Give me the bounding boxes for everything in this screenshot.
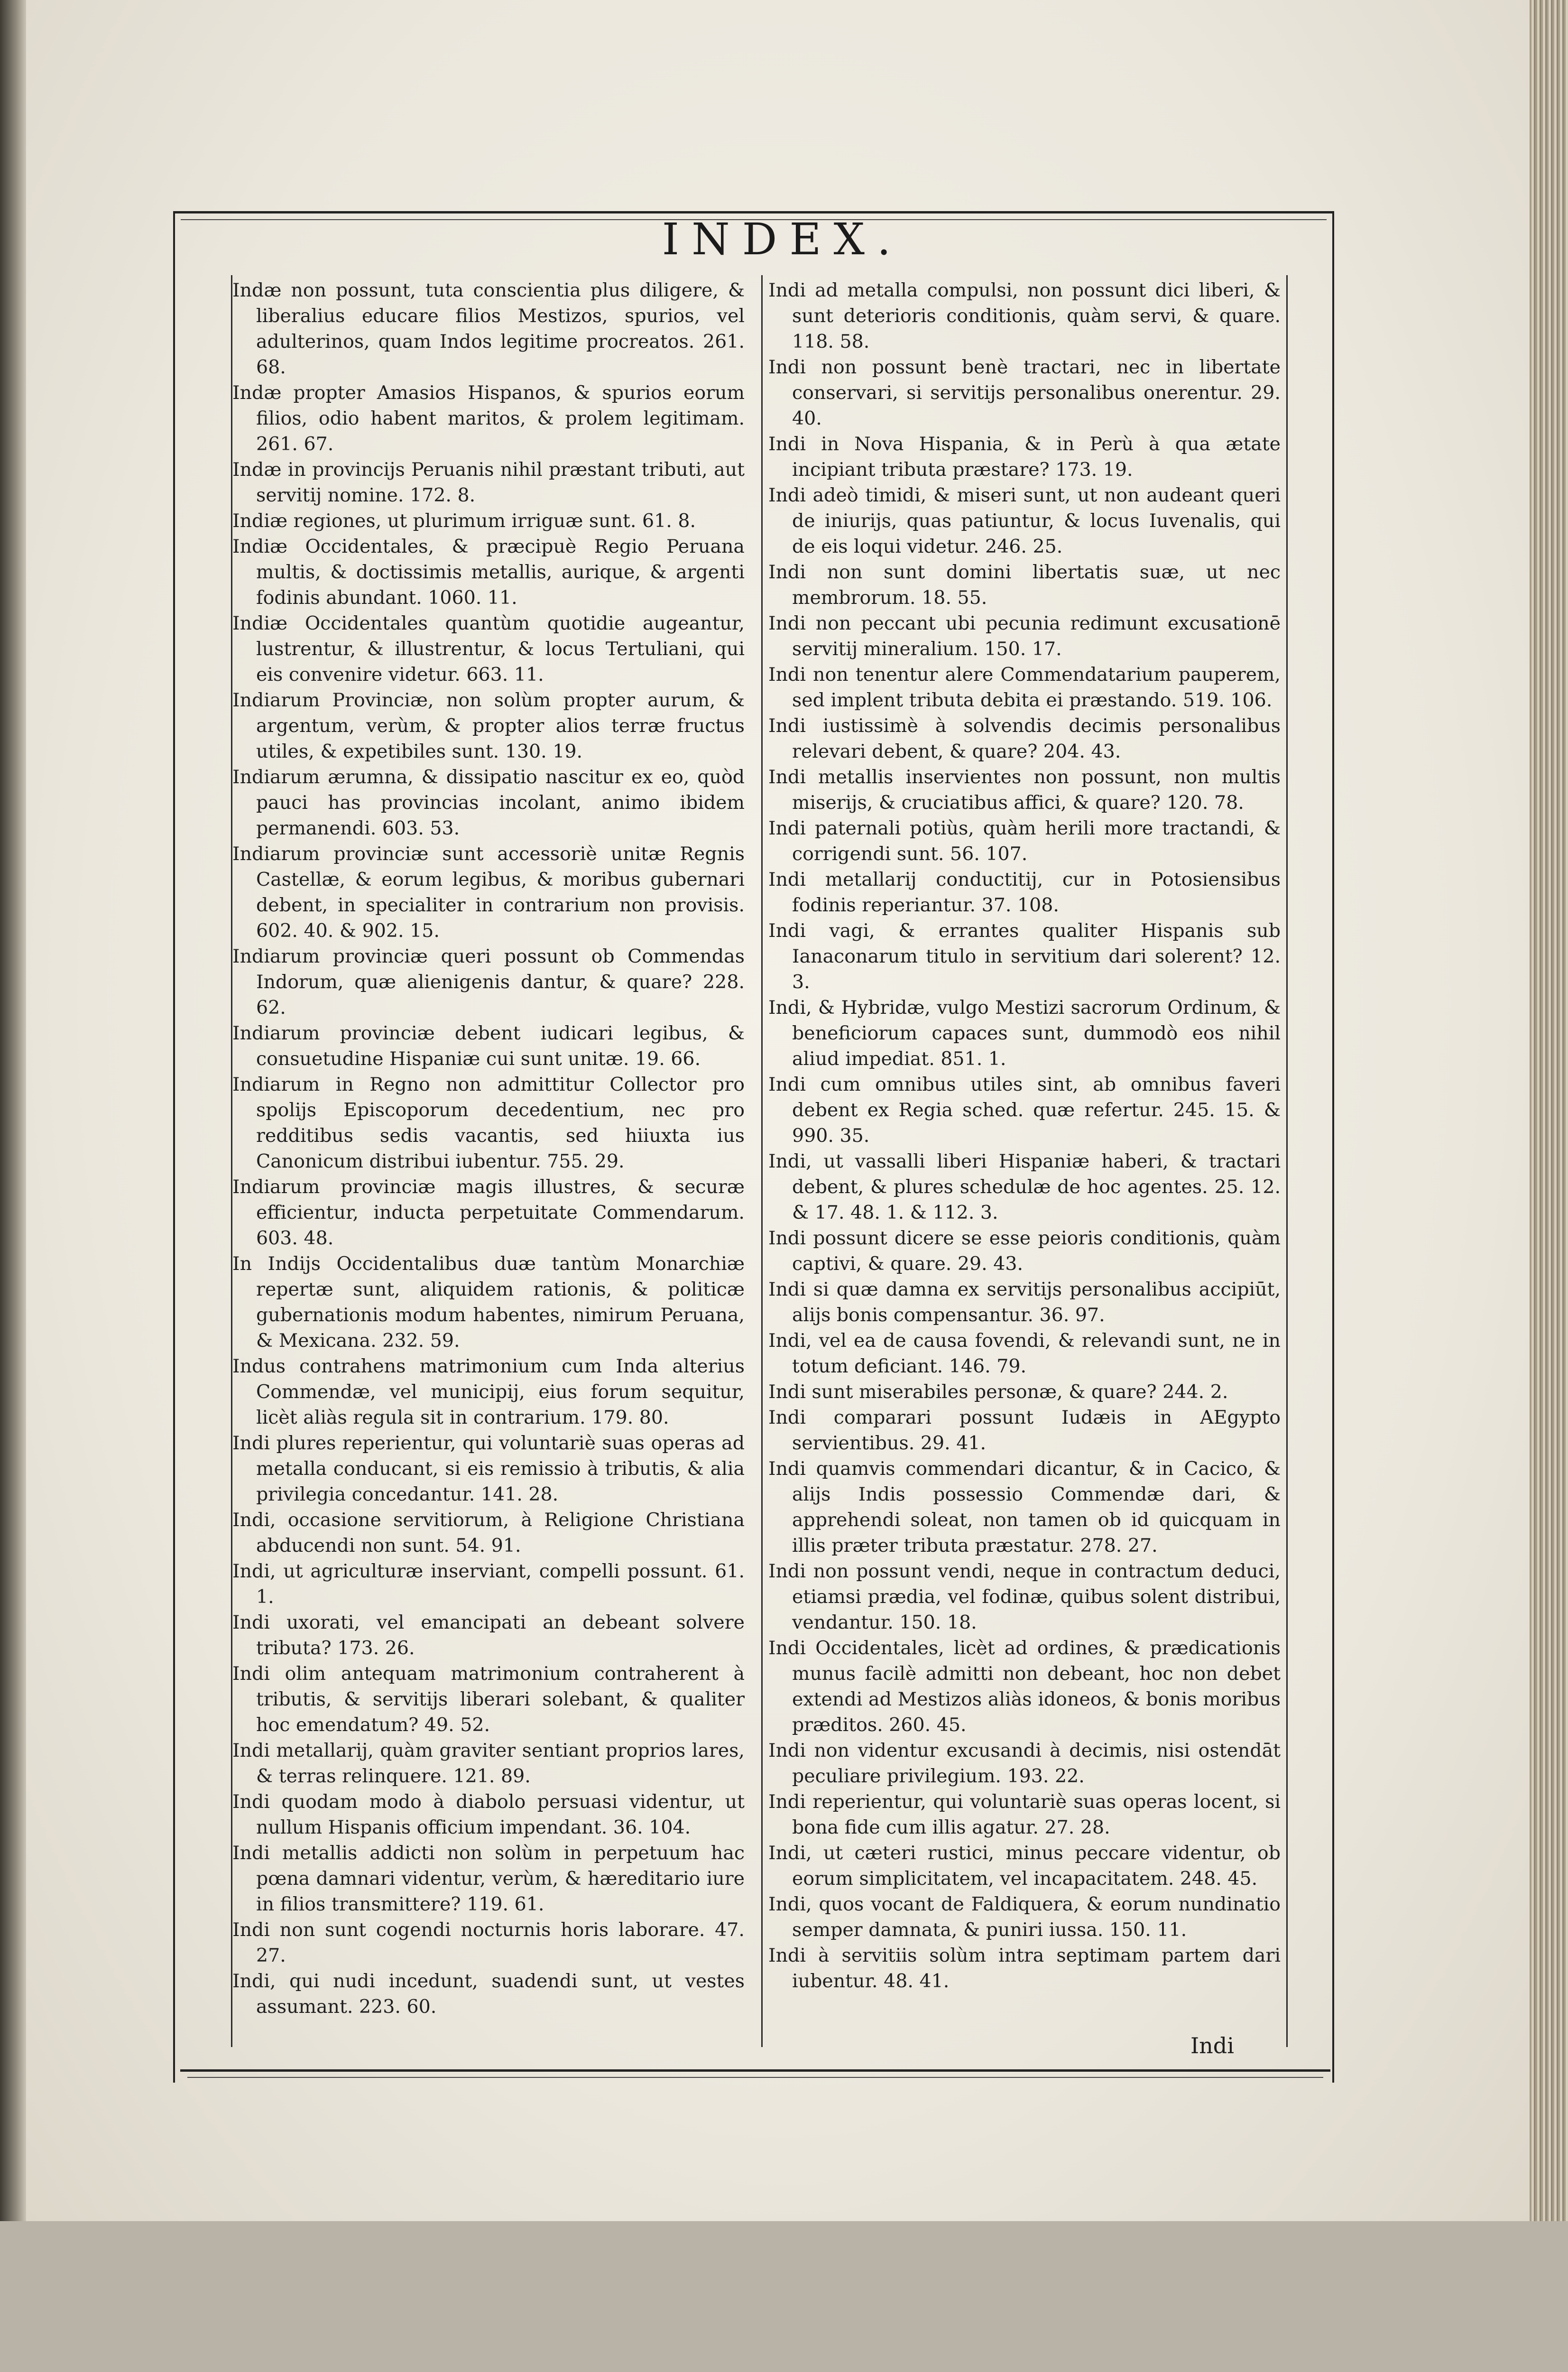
index-entry: Indi non videntur excusandi à decimis, nisi ostendāt peculiare privilegium. 193. 22.	[768, 1740, 1281, 1787]
index-entry: Indi non sunt cogendi nocturnis horis laborare. 47. 27.	[232, 1919, 745, 1966]
index-entry: Indiarum provinciæ sunt accessoriè unitæ Regnis Castellæ, & eorum legibus, & moribus gubernari debent, in specialiter in contrarium non provisis. 602. 40. & 902. 15.	[232, 843, 745, 942]
index-entry: Indiarum in Regno non admittitur Collector pro spolijs Episcoporum decedentium, nec pro redditibus sedis vacantis, sed hiiuxta ius Canonicum distribui iubentur. 755. 29.	[232, 1074, 745, 1172]
index-entry: Indiarum Provinciæ, non solùm propter aurum, & argentum, verùm, & propter alios terræ fructus utiles, & expetibiles sunt. 130. 19.	[232, 689, 745, 762]
index-entry: Indi in Nova Hispania, & in Perù à qua ætate incipiant tributa præstare? 173. 19.	[768, 433, 1281, 481]
index-column-left	[232, 278, 745, 2020]
index-entry: Indi olim antequam matrimonium contraherent à tributis, & servitijs liberari solebant, & qualiter hoc emendatum? 49. 52.	[232, 1663, 745, 1736]
page-title: INDEX.	[662, 214, 904, 265]
index-entry: Indi non possunt benè tractari, nec in libertate conservari, si servitijs personalibus onerentur. 29. 40.	[768, 356, 1281, 429]
page-edges	[1530, 0, 1568, 2221]
index-entry: Indi metallarij, quàm graviter sentiant proprios lares, & terras relinquere. 121. 89.	[232, 1740, 745, 1787]
index-entry: Indi vagi, & errantes qualiter Hispanis sub Ianaconarum titulo in servitium dari solerent? 12. 3.	[768, 920, 1281, 993]
book-gutter	[0, 0, 28, 2221]
index-entry: Indi paternali potiùs, quàm herili more tractandi, & corrigendi sunt. 56. 107.	[768, 817, 1281, 865]
index-entry: Indi uxorati, vel emancipati an debeant solvere tributa? 173. 26.	[232, 1612, 745, 1659]
index-entry: Indi metallis inservientes non possunt, non multis miserijs, & cruciatibus affici, & quare? 120. 78.	[768, 766, 1281, 814]
index-entry: Indiarum provinciæ magis illustres, & securæ efficientur, inducta perpetuitate Commendarum. 603. 48.	[232, 1176, 745, 1249]
index-entry: Indi quodam modo à diabolo persuasi videntur, ut nullum Hispanis officium impendant. 36. 104.	[232, 1791, 745, 1838]
bottom-rule-thin	[187, 2077, 1323, 2078]
index-entry: Indi reperientur, qui voluntariè suas operas locent, si bona fide cum illis agatur. 27. 28.	[768, 1791, 1281, 1838]
index-entry: Indi Occidentales, licèt ad ordines, & prædicationis munus facilè admitti non debeant, hoc non debet extendi ad Mestizos aliàs idoneos, & bonis moribus præditos. 260. 45.	[768, 1637, 1281, 1736]
index-entry: Indi, occasione servitiorum, à Religione Christiana abducendi non sunt. 54. 91.	[232, 1509, 745, 1557]
index-entry: Indi iustissimè à solvendis decimis personalibus relevari debent, & quare? 204. 43.	[768, 715, 1281, 762]
index-column-right	[768, 278, 1281, 1994]
index-entry: Indi, quos vocant de Faldiquera, & eorum nundinatio semper damnata, & puniri iussa. 150. 11.	[768, 1893, 1281, 1941]
index-entry: Indiæ Occidentales, & præcipuè Regio Peruana multis, & doctissimis metallis, aurique, & argenti fodinis abundant. 1060. 11.	[232, 536, 745, 609]
index-entry: Indi si quæ damna ex servitijs personalibus accipiūt, alijs bonis compensantur. 36. 97.	[768, 1279, 1281, 1326]
index-entry: Indi non possunt vendi, neque in contractum deduci, etiamsi prædia, vel fodinæ, quibus solent distribui, vendantur. 150. 18.	[768, 1560, 1281, 1633]
index-entry: Indi quamvis commendari dicantur, & in Cacico, & alijs Indis possessio Commendæ dari, & apprehendi soleat, non tamen ob id quicquam in illis præter tributa præstatur. 278. 27.	[768, 1458, 1281, 1557]
index-entry: Indi, vel ea de causa fovendi, & relevandi sunt, ne in totum deficiant. 146. 79.	[768, 1330, 1281, 1377]
index-entry: Indi plures reperientur, qui voluntariè suas operas ad metalla conducant, si eis remissio à tributis, & alia privilegia concedantur. 141. 28.	[232, 1432, 745, 1505]
index-entry: Indi cum omnibus utiles sint, ab omnibus faveri debent ex Regia sched. quæ refertur. 245. 15. & 990. 35.	[768, 1074, 1281, 1147]
bottom-rule	[180, 2069, 1330, 2072]
index-entry: Indi, & Hybridæ, vulgo Mestizi sacrorum Ordinum, & beneficiorum capaces sunt, dummodò eos nihil aliud impediat. 851. 1.	[768, 997, 1281, 1070]
index-entry: Indiarum provinciæ debent iudicari legibus, & consuetudine Hispaniæ cui sunt unitæ. 19. 66.	[232, 1022, 745, 1070]
index-entry: Indæ propter Amasios Hispanos, & spurios eorum filios, odio habent maritos, & prolem legitimam. 261. 67.	[232, 382, 745, 455]
index-entry: Indiæ Occidentales quantùm quotidie augeantur, lustrentur, & illustrentur, & locus Tertuliani, qui eis convenire videtur. 663. 11.	[232, 612, 745, 686]
index-entry: Indiæ regiones, ut plurimum irriguæ sunt. 61. 8.	[232, 510, 696, 532]
index-entry: Indi, ut cæteri rustici, minus peccare videntur, ob eorum simplicitatem, vel incapacitatem. 248. 45.	[768, 1842, 1281, 1890]
catchword: Indi	[1190, 2033, 1234, 2058]
index-entry: Indi non sunt domini libertatis suæ, ut nec membrorum. 18. 55.	[768, 561, 1281, 609]
index-entry: Indi à servitiis solùm intra septimam partem dari iubentur. 48. 41.	[768, 1945, 1281, 1992]
index-entry: Indi, qui nudi incedunt, suadendi sunt, ut vestes assumant. 223. 60.	[232, 1970, 745, 2018]
index-entry: In Indijs Occidentalibus duæ tantùm Monarchiæ repertæ sunt, aliquidem rationis, & politicæ gubernationis modum habentes, nimirum Peruana, & Mexicana. 232. 59.	[232, 1253, 745, 1352]
index-entry: Indi possunt dicere se esse peioris conditionis, quàm captivi, & quare. 29. 43.	[768, 1227, 1281, 1275]
index-entry: Indiarum ærumna, & dissipatio nascitur ex eo, quòd pauci has provincias incolant, animo ibidem permanendi. 603. 53.	[232, 766, 745, 839]
index-entry: Indi sunt miserabiles personæ, & quare? 244. 2.	[768, 1381, 1228, 1403]
index-entry: Indi ad metalla compulsi, non possunt dici liberi, & sunt deterioris conditionis, quàm servi, & quare. 118. 58.	[768, 279, 1281, 352]
index-entry: Indi metallarij conductitij, cur in Potosiensibus fodinis reperiantur. 37. 108.	[768, 869, 1281, 916]
column-rule-right	[1286, 275, 1288, 2047]
index-entry: Indi, ut vassalli liberi Hispaniæ haberi, & tractari debent, & plures schedulæ de hoc agentes. 25. 12. & 17. 48. 1. & 112. 3.	[768, 1150, 1281, 1223]
index-entry: Indi comparari possunt Iudæis in AEgypto servientibus. 29. 41.	[768, 1407, 1281, 1454]
index-entry: Indi adeò timidi, & miseri sunt, ut non audeant queri de iniurijs, quas patiuntur, & locus Iuvenalis, qui de eis loqui videtur. 246. 25.	[768, 484, 1281, 557]
index-entry: Indus contrahens matrimonium cum Inda alterius Commendæ, vel municipij, eius forum sequitur, licèt aliàs regula sit in contrarium. 179. 80.	[232, 1355, 745, 1428]
index-entry: Indi non peccant ubi pecunia redimunt excusationē servitij mineralium. 150. 17.	[768, 612, 1281, 660]
column-rule-middle	[761, 275, 763, 2047]
index-entry: Indi, ut agriculturæ inserviant, compelli possunt. 61. 1.	[232, 1560, 745, 1608]
index-entry: Indæ non possunt, tuta conscientia plus diligere, & liberalius educare filios Mestizos, spurios, vel adulterinos, quam Indos legitime procreatos. 261. 68.	[232, 279, 745, 378]
index-entry: Indæ in provincijs Peruanis nihil præstant tributi, aut servitij nomine. 172. 8.	[232, 459, 745, 506]
index-entry: Indi non tenentur alere Commendatarium pauperem, sed implent tributa debita ei præstando. 519. 106.	[768, 664, 1281, 711]
index-entry: Indiarum provinciæ queri possunt ob Commendas Indorum, quæ alienigenis dantur, & quare? 228. 62.	[232, 945, 745, 1019]
index-entry: Indi metallis addicti non solùm in perpetuum hac pœna damnari videntur, verùm, & hæreditario iure in filios transmittere? 119. 61.	[232, 1842, 745, 1915]
